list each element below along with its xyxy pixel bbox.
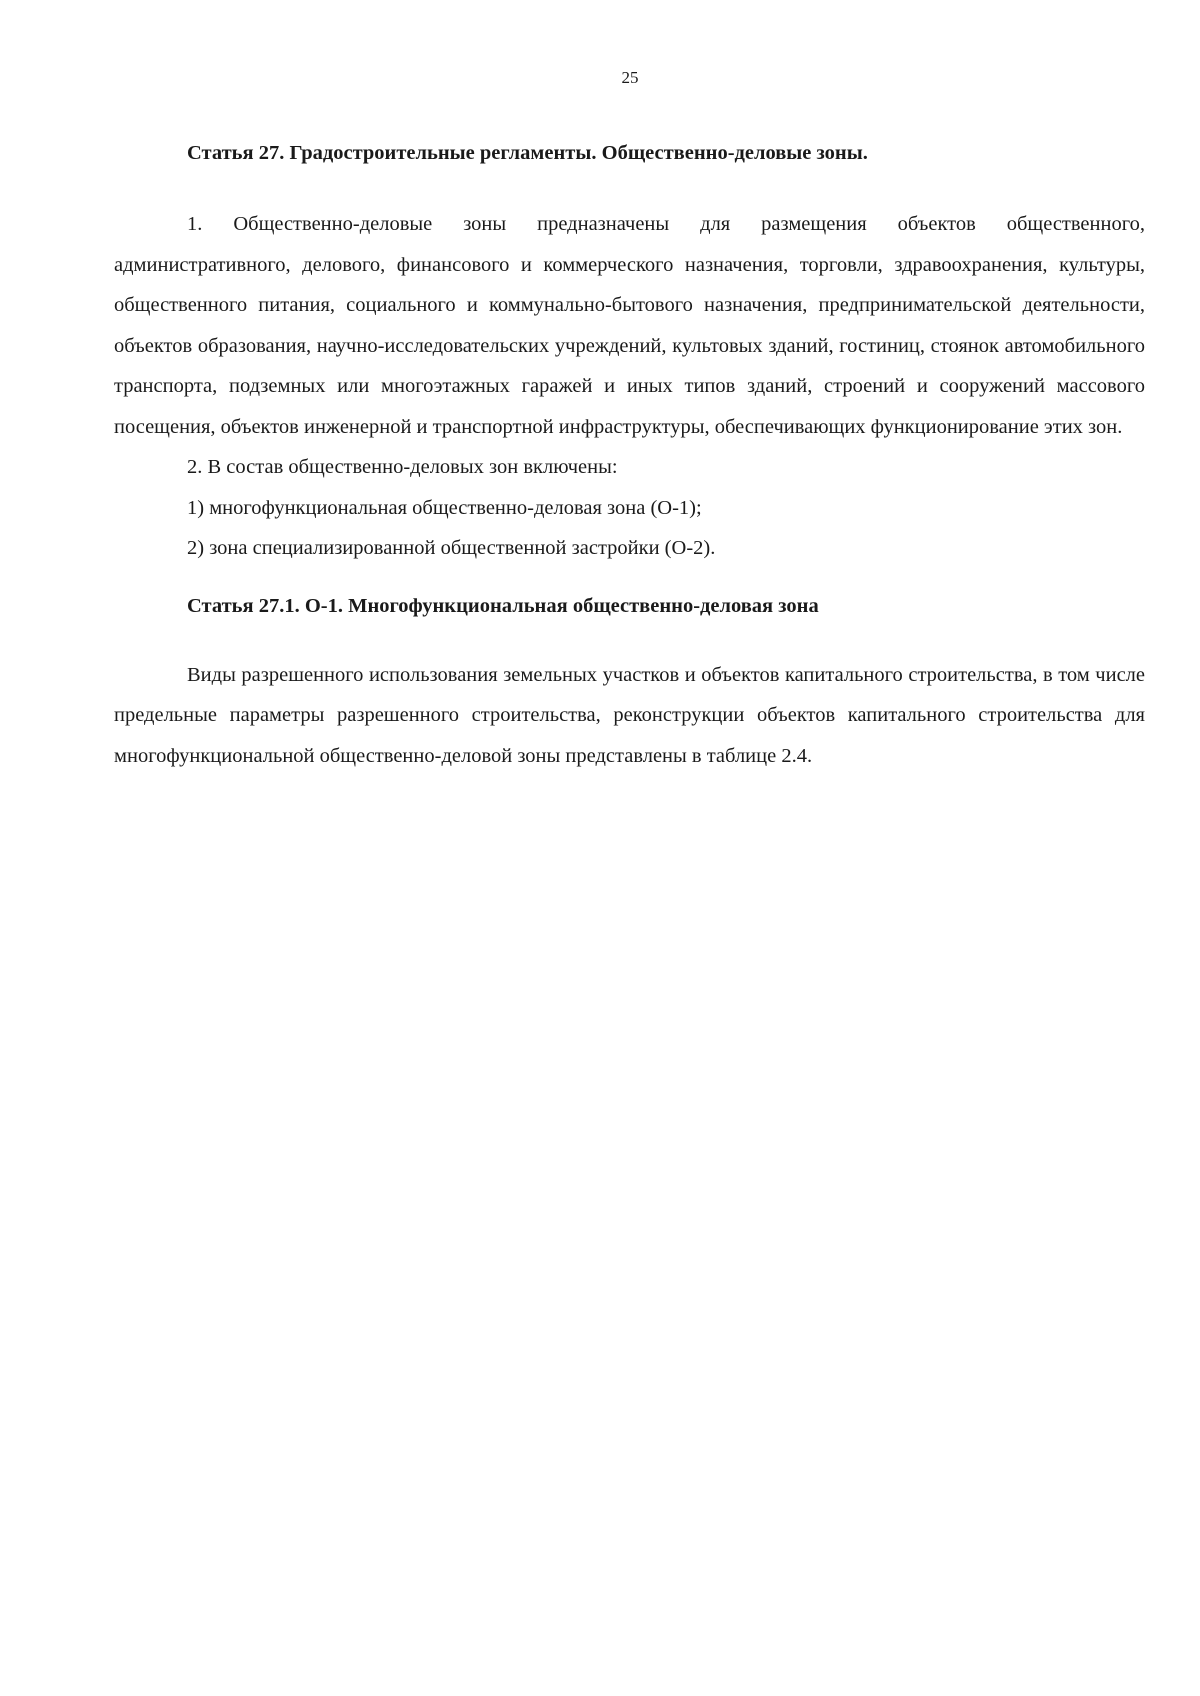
article-27-heading: Статья 27. Градостроительные регламенты. Общественно-деловые зоны. bbox=[187, 142, 868, 164]
article-27-paragraph-2: 2. В состав общественно-деловых зон включены: bbox=[187, 456, 618, 478]
article-27-1-heading: Статья 27.1. О-1. Многофункциональная общественно-деловая зона bbox=[187, 594, 819, 617]
article-27-paragraph-1: 1. Общественно-деловые зоны предназначены для размещения объектов общественного, административного, делового, финансового и коммерческого назначения, торговли, здравоохранения, культуры, общественного питания, социального и коммунально-бытового назначения, предпринимательской деятельности, объектов образования, научно-исследовательских учреждений, культовых зданий, гостиниц, стоянок автомобильного транспорта, подземных или многоэтажных гаражей и иных типов зданий, строений и сооружений массового посещения, объектов инженерной и транспортной инфраструктуры, обеспечивающих функционирование этих зон. bbox=[114, 213, 1145, 438]
article-27-1-paragraph: Виды разрешенного использования земельных участков и объектов капитального строительства, в том числе предельные параметры разрешенного строительства, реконструкции объектов капитального строительства для многофункциональной общественно-деловой зоны представлены в таблице 2.4. bbox=[114, 663, 1145, 767]
page-number: 25 bbox=[621, 68, 639, 87]
document-body bbox=[114, 138, 1145, 776]
zone-list-item-o1: 1) многофункциональная общественно-деловая зона (О-1); bbox=[187, 496, 702, 519]
zone-list-item-o2: 2) зона специализированной общественной застройки (О-2). bbox=[187, 537, 716, 559]
